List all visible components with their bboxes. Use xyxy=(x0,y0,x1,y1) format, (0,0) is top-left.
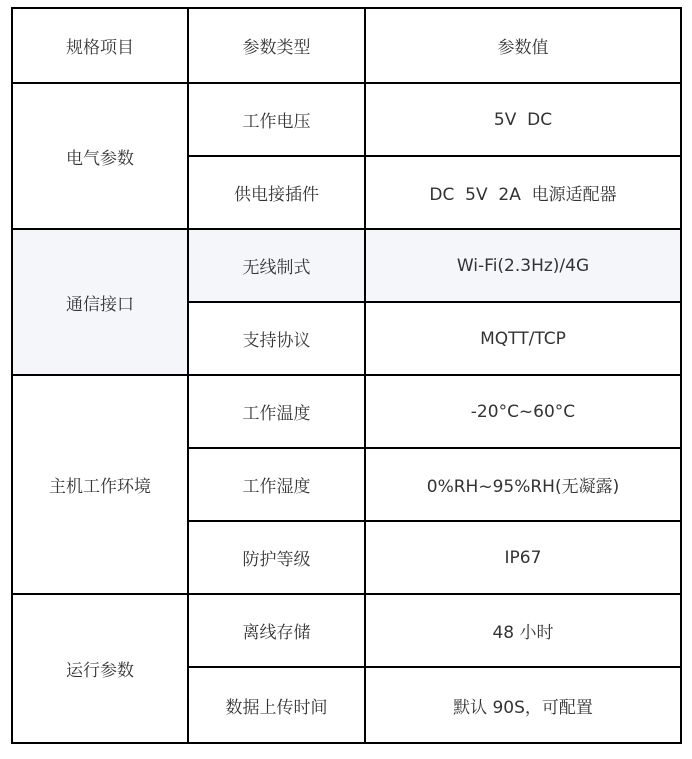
table-row xyxy=(12,83,681,156)
param-cell: 无线制式 xyxy=(188,229,365,302)
param-cell: 离线存储 xyxy=(188,594,365,667)
param-cell: 工作湿度 xyxy=(188,448,365,521)
group-operation: 运行参数 xyxy=(12,594,188,743)
header-spec-item: 规格项目 xyxy=(12,8,188,83)
group-communication: 通信接口 xyxy=(12,229,188,375)
value-cell: 0%RH~95%RH(无凝露) xyxy=(365,448,681,521)
table-row xyxy=(12,229,681,302)
value-cell: MQTT/TCP xyxy=(365,302,681,375)
param-cell: 工作电压 xyxy=(188,83,365,156)
value-cell: 默认 90S，可配置 xyxy=(365,667,681,743)
value-cell: 48 小时 xyxy=(365,594,681,667)
group-electrical: 电气参数 xyxy=(12,83,188,229)
value-cell: -20°C~60°C xyxy=(365,375,681,448)
header-param-value: 参数值 xyxy=(365,8,681,83)
param-cell: 数据上传时间 xyxy=(188,667,365,743)
spec-table xyxy=(11,7,682,744)
value-cell: DC 5V 2A 电源适配器 xyxy=(365,156,681,229)
table-row xyxy=(12,594,681,667)
group-environment: 主机工作环境 xyxy=(12,375,188,594)
table-row xyxy=(12,375,681,448)
param-cell: 防护等级 xyxy=(188,521,365,594)
param-cell: 供电接插件 xyxy=(188,156,365,229)
table-header-row xyxy=(12,8,681,83)
param-cell: 工作温度 xyxy=(188,375,365,448)
value-cell: Wi-Fi(2.3Hz)/4G xyxy=(365,229,681,302)
value-cell: IP67 xyxy=(365,521,681,594)
value-cell: 5V DC xyxy=(365,83,681,156)
header-param-type: 参数类型 xyxy=(188,8,365,83)
param-cell: 支持协议 xyxy=(188,302,365,375)
